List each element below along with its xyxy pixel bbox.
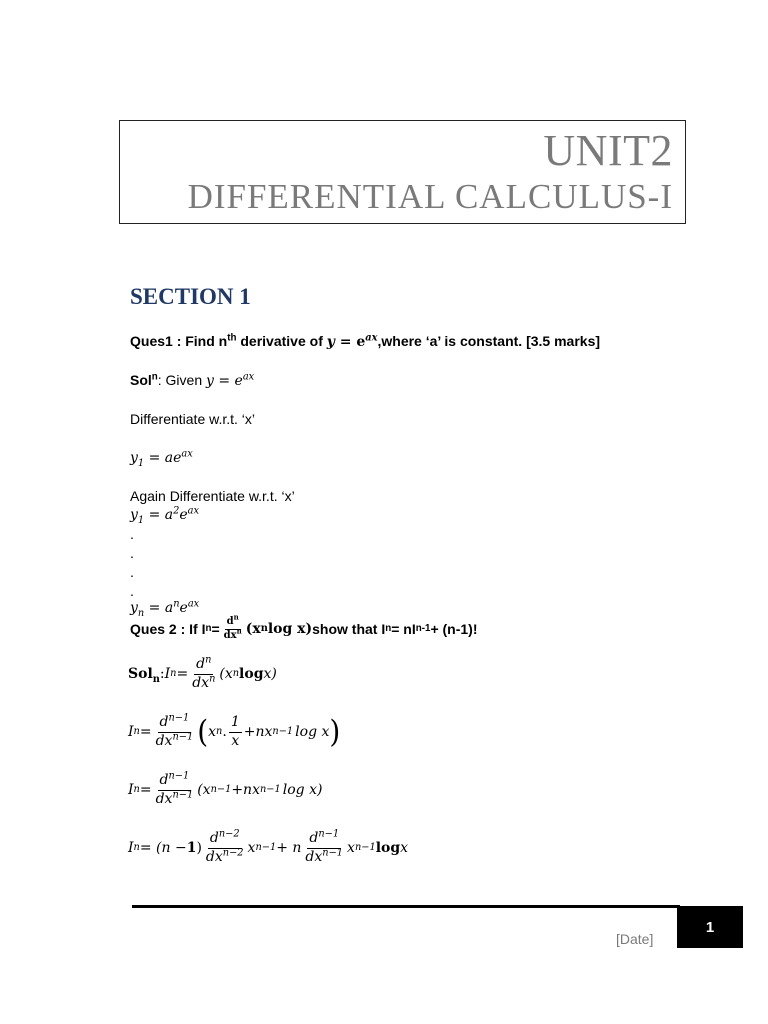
chapter-subtitle: DIFFERENTIAL CALCULUS-I [187,177,673,216]
question-2-fraction: $\frac{d^n}{dx^n}$ [223,612,242,641]
footer-rule [132,905,680,908]
derivative-fraction: $\frac{d^{n-2}}{dx^{n-2}}$ [205,828,244,865]
solution-2-fraction: $\frac{d^n}{dx^n}$ [192,654,216,691]
title-box [119,120,686,224]
equation-step-3: I n = (n − 1 ) $\frac{d^{n-2}}{dx^{n-2}}$ x n−1 + n $\frac{d^{n-1}}{dx^{n-1}}$ x n−1 log x [128,828,409,865]
solution-1-given: Sol$^n$: Given $y = e^{ax}$ [130,371,255,389]
unit-title: UNIT2 [543,126,673,175]
derivative-fraction: $\frac{d^{n-1}}{dx^{n-1}}$ [305,828,344,865]
ellipsis-dot: . [130,564,134,580]
equation-step-1: I n = $\frac{d^{n-1}}{dx^{n-1}}$ ( x n . $\frac{1}{x}$ +nx n−1 log x ) [128,712,341,750]
open-paren: ( [197,713,209,750]
equation-step-2: I n = $\frac{d^{n-1}}{dx^{n-1}}$ (x n−1 +nx n−1 log x) [128,770,323,807]
close-paren: ) [329,713,341,750]
question-2: Ques 2 : If I n = $\frac{d^n}{dx^n}$ (x n log x) show that I n = nI n-1 + (n-1)! [130,612,478,641]
footer-date: [Date] [616,931,654,947]
equation-yn: $y_n = a^ne^{ax}$ [130,598,200,619]
solution-2-equation: Sol$_n$ : I n = $\frac{d^n}{dx^n}$ (x n log x) [128,654,277,691]
derivative-fraction: $\frac{d^{n-1}}{dx^{n-1}}$ [155,770,194,807]
ellipsis-dot: . [130,545,134,561]
one-over-x-fraction: $\frac{1}{x}$ [230,714,240,749]
derivative-fraction: $\frac{d^{n-1}}{dx^{n-1}}$ [155,712,194,749]
question-1: Ques1 : Find $n^{th}$ derivative of $y = e^{ax},where$ ‘a’ is constant. [3.5 marks] [130,332,601,350]
differentiate-text-1: Differentiate w.r.t. ‘x’ [130,411,256,427]
ellipsis-dot: . [130,526,134,542]
ellipsis-dot: . [130,583,134,599]
equation-y1-first: $y_1 = ae^{ax}$ [130,448,193,469]
differentiate-text-2: Again Differentiate w.r.t. ‘x’ [130,488,295,504]
section-heading: SECTION 1 [130,284,251,309]
page-number: 1 [677,906,743,948]
equation-y1-second: $y_1 = a^2e^{ax}$ [130,505,200,526]
